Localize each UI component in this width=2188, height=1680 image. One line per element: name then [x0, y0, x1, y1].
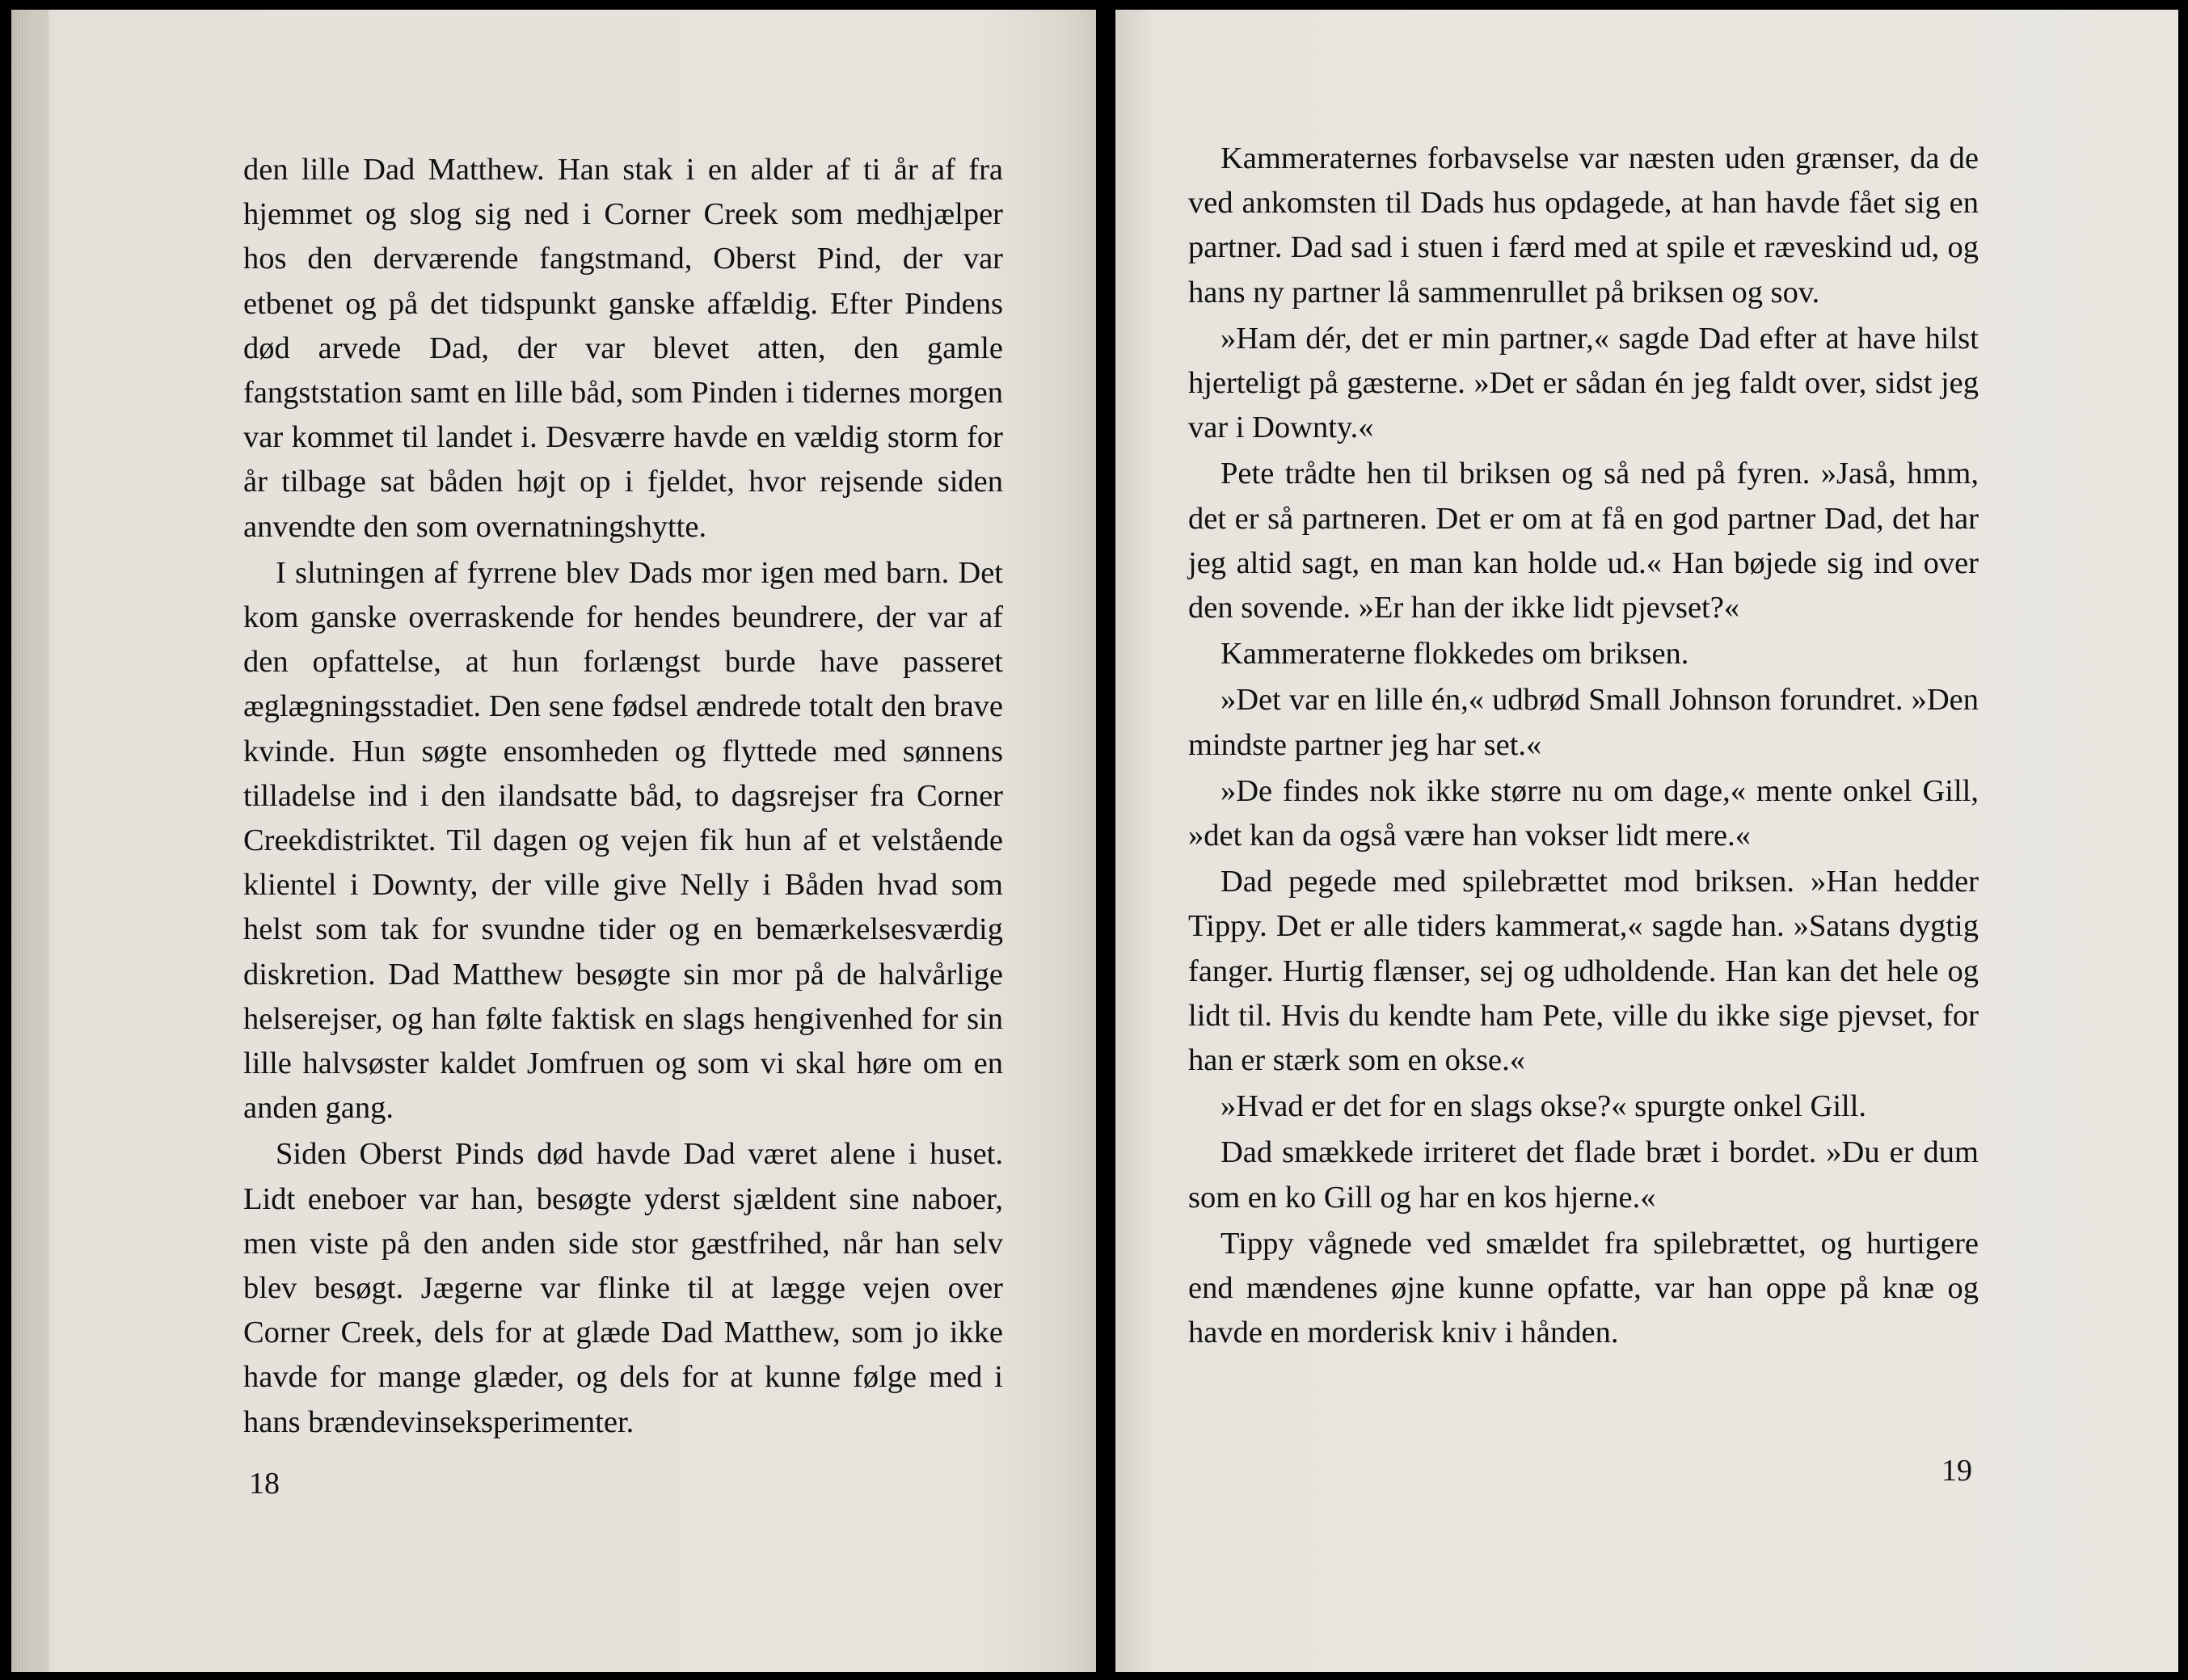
- paragraph: Kammeraterne flokkedes om briksen.: [1220, 637, 1689, 672]
- right-page-body: [1188, 137, 1979, 1355]
- paragraph: I slutningen af fyrrene blev Dads mor igen med barn. Det kom ganske overraskende for hendes beundrere, der var af den opfattelse, at hun forlængst burde have passeret æglægningsstadiet. Den sene fødsel ændrede totalt den brave kvinde. Hun søgte ensomheden og flyttede med sønnens tilladelse ind i den ilandsatte båd, to dagsrejser fra Corner Creekdistriktet. Til dagen og vejen fik hun af et velstående klientel i Downty, der ville give Nelly i Båden hvad som helst som tak for svundne tider og en bemærkelsesværdig diskretion. Dad Matthew besøgte sin mor på de halvårlige helserejser, og han følte faktisk en slags hengivenhed for sin lille halvsøster kaldet Jomfruen og som vi skal høre om en anden gang.: [243, 555, 1003, 1126]
- paragraph: den lille Dad Matthew. Han stak i en alder af ti år af fra hjemmet og slog sig ned i Corner Creek som medhjælper hos den derværende fangstmand, Oberst Pind, der var etbenet og på det tidspunkt ganske affældig. Efter Pindens død arvede Dad, der var blevet atten, den gamle fangststation samt en lille båd, som Pinden i tidernes morgen var kommet til landet i. Desværre havde en vældig storm for år tilbage sat båden højt op i fjeldet, hvor rejsende siden anvendte den som overnatningshytte.: [243, 153, 1003, 544]
- paragraph: Kammeraternes forbavselse var næsten uden grænser, da de ved ankomsten til Dads hus opdagede, at han havde fået sig en partner. Dad sad i stuen i færd med at spile et ræveskind ud, og hans ny partner lå sammenrullet på briksen og sov.: [1188, 141, 1979, 309]
- page-number: 18: [249, 1467, 280, 1501]
- paragraph: Dad pegede med spilebrættet mod briksen. »Han hedder Tippy. Det er alle tiders kammerat,« sagde han. »Satans dygtig fanger. Hurtig flænser, sej og udholdende. Han kan det hele og lidt til. Hvis du kendte ham Pete, ville du ikke sige pjevset, for han er stærk som en okse.«: [1188, 865, 1979, 1078]
- left-page: [11, 10, 1096, 1672]
- paragraph: Siden Oberst Pinds død havde Dad været alene i huset. Lidt eneboer var han, besøgte yderst sjældent sine naboer, men viste på den anden side stor gæstfrihed, når han selv blev besøgt. Jægerne var flinke til at lægge vejen over Corner Creek, dels for at glæde Dad Matthew, som jo ikke havde for mange glæder, og dels for at kunne følge med i hans brændevinseksperimenter.: [243, 1137, 1003, 1439]
- paragraph: »Hvad er det for en slags okse?« spurgte onkel Gill.: [1220, 1089, 1867, 1124]
- page-number: 19: [1941, 1454, 1972, 1488]
- paragraph: »Ham dér, det er min partner,« sagde Dad efter at have hilst hjerteligt på gæsterne. »Det er sådan én jeg faldt over, sidst jeg var i Downty.«: [1188, 321, 1979, 445]
- right-page: [1115, 10, 2178, 1672]
- left-page-body: [243, 148, 1003, 1445]
- gutter: [1096, 0, 1115, 1680]
- page-edges: [11, 10, 48, 1672]
- paragraph: Pete trådte hen til briksen og så ned på fyren. »Jaså, hmm, det er så partneren. Det er om at få en god partner Dad, det har jeg altid sagt, en man kan holde ud.« Han bøjede sig ind over den sovende. »Er han der ikke lidt pjevset?«: [1188, 457, 1979, 625]
- paragraph: »Det var en lille én,« udbrød Small Johnson forundret. »Den mindste partner jeg har set.«: [1188, 683, 1979, 762]
- paragraph: Tippy vågnede ved smældet fra spilebrættet, og hurtigere end mændenes øjne kunne opfatte, var han oppe på knæ og havde en morderisk kniv i hånden.: [1188, 1226, 1979, 1350]
- paragraph: »De findes nok ikke større nu om dage,« mente onkel Gill, »det kan da også være han vokser lidt mere.«: [1188, 773, 1979, 853]
- paragraph: Dad smækkede irriteret det flade bræt i bordet. »Du er dum som en ko Gill og har en kos hjerne.«: [1188, 1135, 1979, 1215]
